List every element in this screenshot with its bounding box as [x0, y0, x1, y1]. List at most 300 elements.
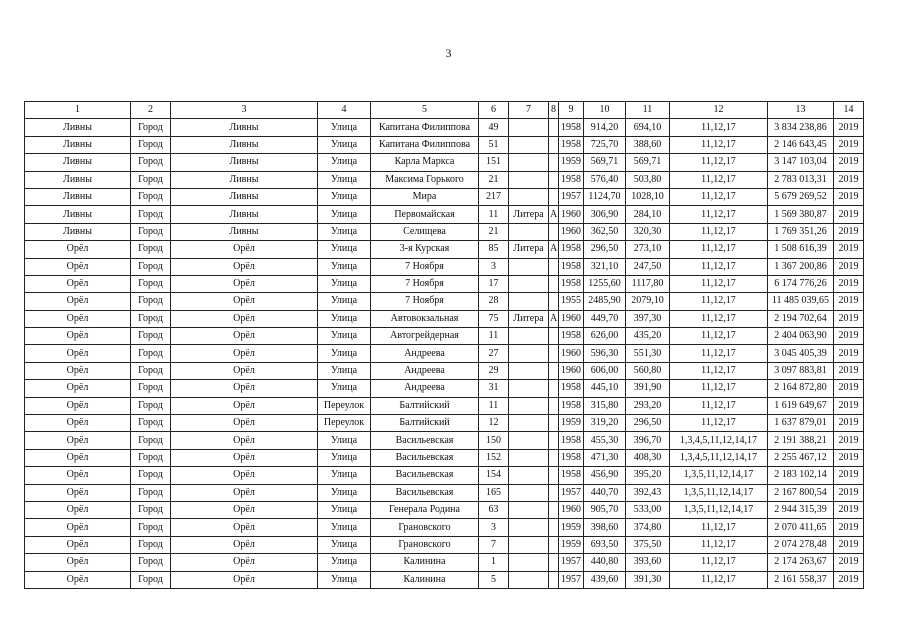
living-area-cell: 533,00 [626, 501, 670, 518]
street-name-cell: 7 Ноября [371, 258, 479, 275]
year-built-cell: 1958 [559, 397, 584, 414]
cost-cell: 3 147 103,04 [768, 154, 834, 171]
cost-cell: 11 485 039,65 [768, 293, 834, 310]
letter-cell [549, 484, 559, 501]
total-area-cell: 398,60 [584, 519, 626, 536]
total-area-cell: 569,71 [584, 154, 626, 171]
settlement-cell: Орёл [171, 362, 318, 379]
street-name-cell: Андреева [371, 380, 479, 397]
year-built-cell: 1959 [559, 415, 584, 432]
settlement-cell: Орёл [171, 345, 318, 362]
work-types-cell: 11,12,17 [670, 258, 768, 275]
total-area-cell: 296,50 [584, 241, 626, 258]
total-area-cell: 455,30 [584, 432, 626, 449]
year-built-cell: 1960 [559, 310, 584, 327]
street-name-cell: Васильевская [371, 449, 479, 466]
work-types-cell: 11,12,17 [670, 397, 768, 414]
total-area-cell: 606,00 [584, 362, 626, 379]
year-built-cell: 1958 [559, 171, 584, 188]
total-area-cell: 2485,90 [584, 293, 626, 310]
year-built-cell: 1960 [559, 223, 584, 240]
letter-label-cell [509, 362, 549, 379]
work-types-cell: 11,12,17 [670, 206, 768, 223]
living-area-cell: 391,30 [626, 571, 670, 588]
year-built-cell: 1957 [559, 571, 584, 588]
living-area-cell: 551,30 [626, 345, 670, 362]
living-area-cell: 388,60 [626, 136, 670, 153]
letter-cell [549, 415, 559, 432]
settlement-cell: Орёл [171, 501, 318, 518]
header-row [25, 102, 864, 119]
table-row [25, 275, 864, 292]
settlement-cell: Орёл [171, 380, 318, 397]
settlement-type-cell: Город [131, 415, 171, 432]
letter-cell [549, 258, 559, 275]
living-area-cell: 694,10 [626, 119, 670, 136]
cost-cell: 2 174 263,67 [768, 554, 834, 571]
house-number-cell: 151 [479, 154, 509, 171]
cost-cell: 2 074 278,48 [768, 536, 834, 553]
letter-label-cell: Литера [509, 310, 549, 327]
year-built-cell: 1960 [559, 345, 584, 362]
year-built-cell: 1958 [559, 258, 584, 275]
table-row [25, 310, 864, 327]
settlement-type-cell: Город [131, 171, 171, 188]
work-types-cell: 11,12,17 [670, 519, 768, 536]
cost-cell: 5 679 269,52 [768, 188, 834, 205]
settlement-type-cell: Город [131, 519, 171, 536]
table-row [25, 380, 864, 397]
year-built-cell: 1959 [559, 519, 584, 536]
total-area-cell: 440,80 [584, 554, 626, 571]
year-built-cell: 1959 [559, 154, 584, 171]
table-row [25, 467, 864, 484]
cost-cell: 6 174 776,26 [768, 275, 834, 292]
house-number-cell: 3 [479, 258, 509, 275]
settlement-type-cell: Город [131, 206, 171, 223]
year-built-cell: 1958 [559, 119, 584, 136]
street-name-cell: Селищева [371, 223, 479, 240]
street-type-cell: Улица [318, 432, 371, 449]
letter-label-cell [509, 519, 549, 536]
total-area-cell: 626,00 [584, 328, 626, 345]
cost-cell: 1 769 351,26 [768, 223, 834, 240]
column-header-13: 13 [768, 102, 834, 119]
column-header-9: 9 [559, 102, 584, 119]
municipality-cell: Орёл [25, 310, 131, 327]
total-area-cell: 471,30 [584, 449, 626, 466]
total-area-cell: 362,50 [584, 223, 626, 240]
year-cell: 2019 [834, 380, 864, 397]
column-header-5: 5 [371, 102, 479, 119]
street-type-cell: Улица [318, 380, 371, 397]
work-types-cell: 11,12,17 [670, 328, 768, 345]
work-types-cell: 11,12,17 [670, 345, 768, 362]
settlement-cell: Ливны [171, 171, 318, 188]
letter-cell [549, 328, 559, 345]
work-types-cell: 1,3,4,5,11,12,14,17 [670, 449, 768, 466]
work-types-cell: 11,12,17 [670, 310, 768, 327]
column-header-2: 2 [131, 102, 171, 119]
table-row [25, 136, 864, 153]
cost-cell: 3 045 405,39 [768, 345, 834, 362]
street-type-cell: Улица [318, 501, 371, 518]
letter-cell [549, 501, 559, 518]
year-built-cell: 1958 [559, 136, 584, 153]
house-number-cell: 27 [479, 345, 509, 362]
municipality-cell: Орёл [25, 275, 131, 292]
year-cell: 2019 [834, 328, 864, 345]
street-name-cell: Автогрейдерная [371, 328, 479, 345]
living-area-cell: 293,20 [626, 397, 670, 414]
street-name-cell: Андреева [371, 345, 479, 362]
letter-cell [549, 397, 559, 414]
municipality-cell: Орёл [25, 345, 131, 362]
letter-label-cell [509, 571, 549, 588]
table-row [25, 536, 864, 553]
street-name-cell: Максима Горького [371, 171, 479, 188]
column-header-1: 1 [25, 102, 131, 119]
cost-cell: 1 569 380,87 [768, 206, 834, 223]
year-cell: 2019 [834, 362, 864, 379]
settlement-cell: Орёл [171, 415, 318, 432]
year-cell: 2019 [834, 554, 864, 571]
year-cell: 2019 [834, 415, 864, 432]
total-area-cell: 440,70 [584, 484, 626, 501]
letter-cell [549, 536, 559, 553]
letter-label-cell [509, 171, 549, 188]
year-cell: 2019 [834, 536, 864, 553]
settlement-cell: Ливны [171, 119, 318, 136]
street-name-cell: Васильевская [371, 432, 479, 449]
letter-cell [549, 188, 559, 205]
work-types-cell: 1,3,5,11,12,14,17 [670, 484, 768, 501]
settlement-type-cell: Город [131, 275, 171, 292]
municipality-cell: Орёл [25, 380, 131, 397]
total-area-cell: 576,40 [584, 171, 626, 188]
house-number-cell: 152 [479, 449, 509, 466]
letter-label-cell [509, 223, 549, 240]
house-number-cell: 150 [479, 432, 509, 449]
letter-cell [549, 467, 559, 484]
house-number-cell: 154 [479, 467, 509, 484]
living-area-cell: 1028,10 [626, 188, 670, 205]
year-built-cell: 1958 [559, 328, 584, 345]
year-cell: 2019 [834, 275, 864, 292]
table-row [25, 223, 864, 240]
work-types-cell: 11,12,17 [670, 380, 768, 397]
settlement-type-cell: Город [131, 136, 171, 153]
column-header-7: 7 [509, 102, 549, 119]
street-name-cell: Калинина [371, 554, 479, 571]
settlement-type-cell: Город [131, 536, 171, 553]
settlement-type-cell: Город [131, 397, 171, 414]
settlement-type-cell: Город [131, 380, 171, 397]
street-type-cell: Улица [318, 206, 371, 223]
letter-label-cell [509, 188, 549, 205]
year-cell: 2019 [834, 449, 864, 466]
settlement-cell: Орёл [171, 397, 318, 414]
letter-cell [549, 519, 559, 536]
street-type-cell: Улица [318, 188, 371, 205]
municipality-cell: Ливны [25, 188, 131, 205]
letter-cell [549, 154, 559, 171]
year-built-cell: 1958 [559, 275, 584, 292]
municipality-cell: Орёл [25, 397, 131, 414]
table-row [25, 171, 864, 188]
cost-cell: 2 194 702,64 [768, 310, 834, 327]
total-area-cell: 315,80 [584, 397, 626, 414]
street-type-cell: Улица [318, 449, 371, 466]
municipality-cell: Орёл [25, 415, 131, 432]
street-type-cell: Улица [318, 554, 371, 571]
cost-cell: 3 834 238,86 [768, 119, 834, 136]
year-built-cell: 1958 [559, 241, 584, 258]
living-area-cell: 1117,80 [626, 275, 670, 292]
letter-label-cell [509, 467, 549, 484]
letter-cell: А [549, 206, 559, 223]
letter-label-cell [509, 380, 549, 397]
house-number-cell: 1 [479, 554, 509, 571]
settlement-type-cell: Город [131, 554, 171, 571]
house-number-cell: 3 [479, 519, 509, 536]
table-row [25, 519, 864, 536]
letter-label-cell [509, 136, 549, 153]
street-name-cell: 3-я Курская [371, 241, 479, 258]
year-cell: 2019 [834, 501, 864, 518]
letter-label-cell [509, 501, 549, 518]
settlement-type-cell: Город [131, 223, 171, 240]
municipality-cell: Орёл [25, 432, 131, 449]
letter-label-cell [509, 432, 549, 449]
letter-cell [549, 136, 559, 153]
street-name-cell: Балтийский [371, 397, 479, 414]
street-name-cell: Балтийский [371, 415, 479, 432]
living-area-cell: 396,70 [626, 432, 670, 449]
house-number-cell: 63 [479, 501, 509, 518]
living-area-cell: 408,30 [626, 449, 670, 466]
table-row [25, 328, 864, 345]
house-number-cell: 75 [479, 310, 509, 327]
letter-label-cell [509, 119, 549, 136]
municipality-cell: Орёл [25, 328, 131, 345]
settlement-cell: Орёл [171, 293, 318, 310]
settlement-cell: Орёл [171, 536, 318, 553]
year-cell: 2019 [834, 188, 864, 205]
cost-cell: 2 164 872,80 [768, 380, 834, 397]
housing-register-table [24, 101, 864, 589]
cost-cell: 2 404 063,90 [768, 328, 834, 345]
work-types-cell: 11,12,17 [670, 275, 768, 292]
year-built-cell: 1960 [559, 501, 584, 518]
table-row [25, 397, 864, 414]
table-row [25, 554, 864, 571]
street-type-cell: Улица [318, 571, 371, 588]
table-row [25, 154, 864, 171]
letter-cell [549, 275, 559, 292]
house-number-cell: 12 [479, 415, 509, 432]
house-number-cell: 31 [479, 380, 509, 397]
letter-cell [549, 293, 559, 310]
year-cell: 2019 [834, 154, 864, 171]
street-name-cell: Автовокзальная [371, 310, 479, 327]
work-types-cell: 1,3,5,11,12,14,17 [670, 467, 768, 484]
year-cell: 2019 [834, 241, 864, 258]
total-area-cell: 456,90 [584, 467, 626, 484]
street-type-cell: Улица [318, 310, 371, 327]
living-area-cell: 374,80 [626, 519, 670, 536]
street-type-cell: Улица [318, 119, 371, 136]
letter-cell [549, 345, 559, 362]
settlement-cell: Ливны [171, 136, 318, 153]
letter-cell [549, 362, 559, 379]
living-area-cell: 320,30 [626, 223, 670, 240]
letter-label-cell [509, 397, 549, 414]
living-area-cell: 435,20 [626, 328, 670, 345]
living-area-cell: 397,30 [626, 310, 670, 327]
street-type-cell: Улица [318, 171, 371, 188]
letter-cell [549, 449, 559, 466]
settlement-type-cell: Город [131, 449, 171, 466]
street-type-cell: Улица [318, 519, 371, 536]
year-cell: 2019 [834, 171, 864, 188]
settlement-cell: Орёл [171, 275, 318, 292]
column-header-3: 3 [171, 102, 318, 119]
settlement-type-cell: Город [131, 345, 171, 362]
street-name-cell: Грановского [371, 536, 479, 553]
total-area-cell: 693,50 [584, 536, 626, 553]
letter-cell [549, 119, 559, 136]
house-number-cell: 21 [479, 223, 509, 240]
cost-cell: 2 944 315,39 [768, 501, 834, 518]
letter-label-cell: Литера [509, 241, 549, 258]
letter-cell [549, 223, 559, 240]
letter-label-cell: Литера [509, 206, 549, 223]
settlement-type-cell: Город [131, 241, 171, 258]
work-types-cell: 11,12,17 [670, 293, 768, 310]
year-cell: 2019 [834, 571, 864, 588]
year-cell: 2019 [834, 258, 864, 275]
letter-label-cell [509, 415, 549, 432]
living-area-cell: 273,10 [626, 241, 670, 258]
municipality-cell: Орёл [25, 449, 131, 466]
letter-label-cell [509, 536, 549, 553]
total-area-cell: 321,10 [584, 258, 626, 275]
letter-cell [549, 571, 559, 588]
letter-cell [549, 171, 559, 188]
house-number-cell: 85 [479, 241, 509, 258]
settlement-type-cell: Город [131, 432, 171, 449]
year-built-cell: 1957 [559, 554, 584, 571]
year-cell: 2019 [834, 484, 864, 501]
work-types-cell: 11,12,17 [670, 136, 768, 153]
column-header-11: 11 [626, 102, 670, 119]
letter-label-cell [509, 345, 549, 362]
year-built-cell: 1957 [559, 188, 584, 205]
street-name-cell: Мира [371, 188, 479, 205]
street-name-cell: Андреева [371, 362, 479, 379]
settlement-type-cell: Город [131, 328, 171, 345]
municipality-cell: Ливны [25, 206, 131, 223]
column-header-12: 12 [670, 102, 768, 119]
municipality-cell: Орёл [25, 519, 131, 536]
street-type-cell: Улица [318, 345, 371, 362]
year-built-cell: 1957 [559, 484, 584, 501]
street-name-cell: Капитана Филиппова [371, 119, 479, 136]
street-name-cell: 7 Ноября [371, 293, 479, 310]
work-types-cell: 11,12,17 [670, 154, 768, 171]
settlement-type-cell: Город [131, 501, 171, 518]
municipality-cell: Орёл [25, 467, 131, 484]
living-area-cell: 391,90 [626, 380, 670, 397]
cost-cell: 2 255 467,12 [768, 449, 834, 466]
year-cell: 2019 [834, 397, 864, 414]
settlement-type-cell: Город [131, 310, 171, 327]
cost-cell: 1 619 649,67 [768, 397, 834, 414]
house-number-cell: 7 [479, 536, 509, 553]
settlement-type-cell: Город [131, 362, 171, 379]
letter-label-cell [509, 293, 549, 310]
house-number-cell: 11 [479, 206, 509, 223]
street-type-cell: Улица [318, 223, 371, 240]
work-types-cell: 11,12,17 [670, 188, 768, 205]
street-type-cell: Улица [318, 484, 371, 501]
street-name-cell: Васильевская [371, 467, 479, 484]
table-row [25, 484, 864, 501]
letter-label-cell [509, 154, 549, 171]
letter-cell: А [549, 241, 559, 258]
cost-cell: 2 783 013,31 [768, 171, 834, 188]
total-area-cell: 319,20 [584, 415, 626, 432]
year-cell: 2019 [834, 310, 864, 327]
settlement-cell: Орёл [171, 432, 318, 449]
settlement-cell: Орёл [171, 519, 318, 536]
letter-label-cell [509, 484, 549, 501]
settlement-cell: Ливны [171, 188, 318, 205]
municipality-cell: Орёл [25, 554, 131, 571]
street-type-cell: Улица [318, 275, 371, 292]
house-number-cell: 11 [479, 328, 509, 345]
municipality-cell: Орёл [25, 571, 131, 588]
year-cell: 2019 [834, 293, 864, 310]
settlement-cell: Орёл [171, 554, 318, 571]
total-area-cell: 445,10 [584, 380, 626, 397]
cost-cell: 2 146 643,45 [768, 136, 834, 153]
municipality-cell: Орёл [25, 536, 131, 553]
column-header-6: 6 [479, 102, 509, 119]
cost-cell: 2 070 411,65 [768, 519, 834, 536]
house-number-cell: 51 [479, 136, 509, 153]
letter-cell [549, 432, 559, 449]
street-name-cell: Грановского [371, 519, 479, 536]
total-area-cell: 1124,70 [584, 188, 626, 205]
living-area-cell: 247,50 [626, 258, 670, 275]
work-types-cell: 11,12,17 [670, 119, 768, 136]
year-built-cell: 1958 [559, 432, 584, 449]
letter-cell: А [549, 310, 559, 327]
table-row [25, 501, 864, 518]
street-name-cell: 7 Ноября [371, 275, 479, 292]
settlement-type-cell: Город [131, 119, 171, 136]
house-number-cell: 21 [479, 171, 509, 188]
street-name-cell: Калинина [371, 571, 479, 588]
work-types-cell: 11,12,17 [670, 554, 768, 571]
year-built-cell: 1958 [559, 449, 584, 466]
year-cell: 2019 [834, 345, 864, 362]
table-row [25, 258, 864, 275]
letter-label-cell [509, 554, 549, 571]
street-name-cell: Генерала Родина [371, 501, 479, 518]
